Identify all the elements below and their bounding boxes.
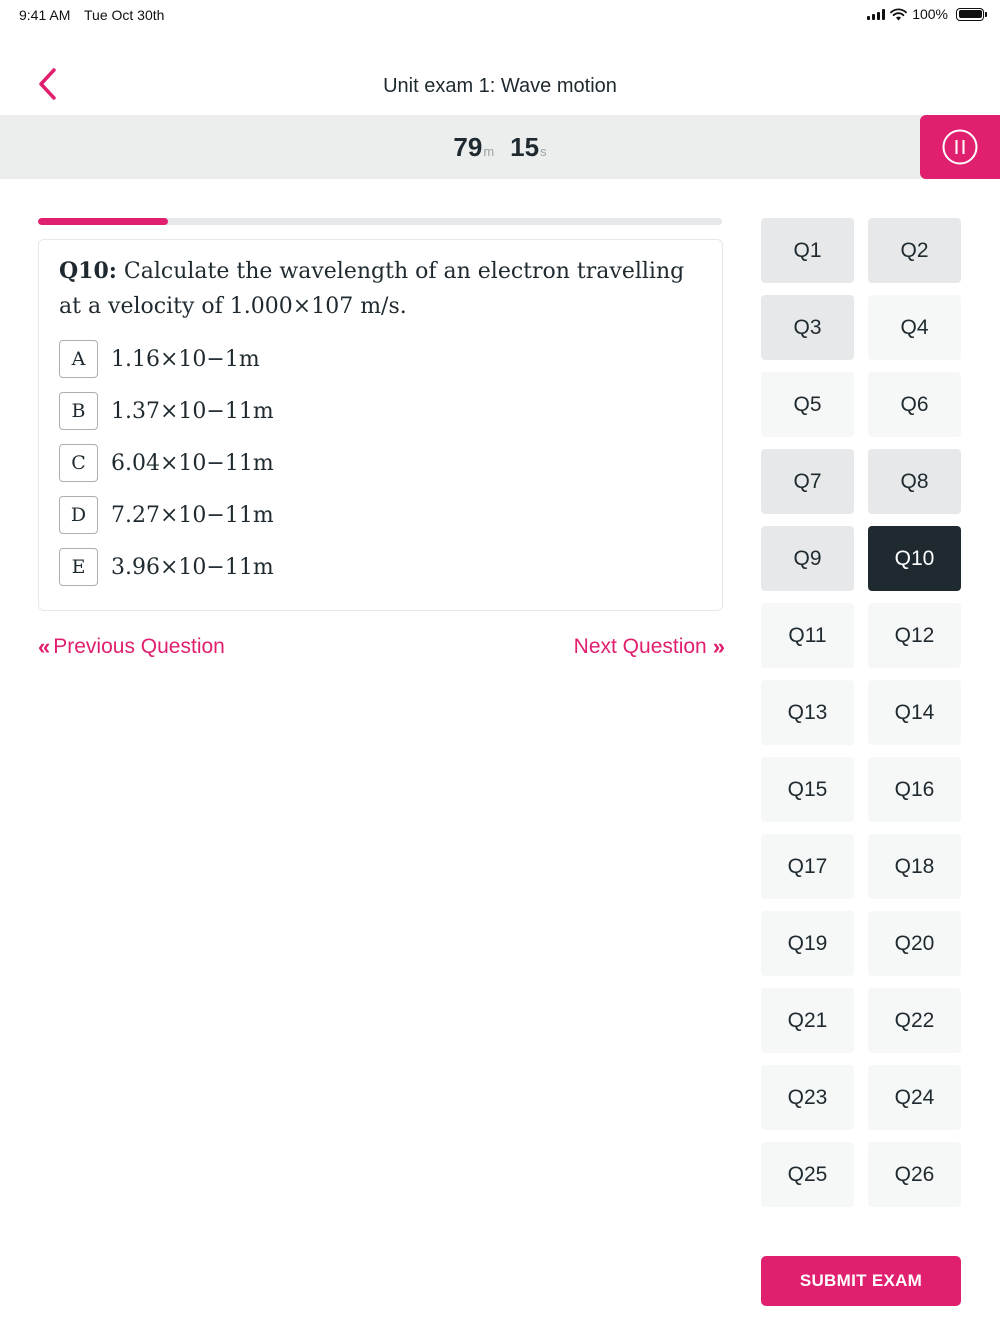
question-navigator-grid bbox=[761, 218, 961, 1207]
double-chevron-left-icon: « bbox=[38, 634, 48, 659]
timer-bar bbox=[0, 115, 1000, 179]
timer-seconds-group bbox=[510, 132, 546, 163]
exam-progress-bar bbox=[38, 218, 722, 225]
question-tile-q15[interactable]: Q15 bbox=[761, 757, 854, 822]
question-tile-q5[interactable]: Q5 bbox=[761, 372, 854, 437]
question-tile-q22[interactable]: Q22 bbox=[868, 988, 961, 1053]
answer-option-b[interactable] bbox=[59, 391, 274, 431]
previous-question-link[interactable] bbox=[38, 634, 225, 660]
submit-exam-button[interactable]: SUBMIT EXAM bbox=[761, 1256, 961, 1306]
battery-icon bbox=[956, 8, 984, 21]
question-text bbox=[59, 254, 699, 324]
countdown-timer bbox=[0, 115, 1000, 179]
answer-option-e[interactable] bbox=[59, 547, 274, 587]
answer-option-a[interactable] bbox=[59, 339, 260, 379]
question-tile-q23[interactable]: Q23 bbox=[761, 1065, 854, 1130]
question-tile-q13[interactable]: Q13 bbox=[761, 680, 854, 745]
question-tile-q6[interactable]: Q6 bbox=[868, 372, 961, 437]
wifi-icon bbox=[890, 8, 907, 21]
timer-minutes-unit: m bbox=[483, 143, 495, 159]
timer-minutes-group bbox=[453, 132, 494, 163]
question-tile-q10[interactable]: Q10 bbox=[868, 526, 961, 591]
timer-minutes: 79 bbox=[453, 131, 483, 162]
question-tile-q16[interactable]: Q16 bbox=[868, 757, 961, 822]
option-letter: D bbox=[59, 496, 98, 534]
question-tile-q12[interactable]: Q12 bbox=[868, 603, 961, 668]
question-card bbox=[38, 239, 723, 611]
option-letter: E bbox=[59, 548, 98, 586]
option-letter: B bbox=[59, 392, 98, 430]
page-title: Unit exam 1: Wave motion bbox=[383, 75, 617, 97]
option-letter: C bbox=[59, 444, 98, 482]
question-tile-q24[interactable]: Q24 bbox=[868, 1065, 961, 1130]
pause-icon bbox=[941, 128, 979, 166]
status-bar bbox=[0, 0, 1000, 30]
option-text: 7.27×10−11m bbox=[111, 502, 274, 528]
option-text: 6.04×10−11m bbox=[111, 450, 274, 476]
battery-percent: 100% bbox=[912, 6, 948, 22]
status-indicators bbox=[867, 6, 984, 22]
option-letter: A bbox=[59, 340, 98, 378]
status-time: 9:41 AM bbox=[19, 7, 71, 23]
question-tile-q9[interactable]: Q9 bbox=[761, 526, 854, 591]
timer-seconds-unit: s bbox=[540, 143, 547, 159]
question-tile-q20[interactable]: Q20 bbox=[868, 911, 961, 976]
question-tile-q8[interactable]: Q8 bbox=[868, 449, 961, 514]
question-tile-q7[interactable]: Q7 bbox=[761, 449, 854, 514]
previous-question-label: Previous Question bbox=[53, 635, 225, 658]
question-tile-q11[interactable]: Q11 bbox=[761, 603, 854, 668]
question-tile-q19[interactable]: Q19 bbox=[761, 911, 854, 976]
question-tile-q18[interactable]: Q18 bbox=[868, 834, 961, 899]
option-text: 1.16×10−1m bbox=[111, 346, 260, 372]
answer-option-c[interactable] bbox=[59, 443, 274, 483]
option-text: 3.96×10−11m bbox=[111, 554, 274, 580]
double-chevron-right-icon: » bbox=[712, 634, 722, 659]
timer-seconds: 15 bbox=[510, 131, 540, 162]
question-tile-q26[interactable]: Q26 bbox=[868, 1142, 961, 1207]
question-tile-q21[interactable]: Q21 bbox=[761, 988, 854, 1053]
next-question-link[interactable] bbox=[574, 634, 722, 660]
question-number: Q10: bbox=[59, 258, 117, 284]
exam-progress-fill bbox=[38, 218, 168, 225]
question-tile-q25[interactable]: Q25 bbox=[761, 1142, 854, 1207]
status-date: Tue Oct 30th bbox=[84, 7, 165, 23]
question-tile-q3[interactable]: Q3 bbox=[761, 295, 854, 360]
option-text: 1.37×10−11m bbox=[111, 398, 274, 424]
question-tile-q14[interactable]: Q14 bbox=[868, 680, 961, 745]
question-tile-q17[interactable]: Q17 bbox=[761, 834, 854, 899]
pause-button[interactable] bbox=[920, 115, 1000, 179]
next-question-label: Next Question bbox=[573, 635, 707, 658]
cellular-signal-icon bbox=[867, 9, 885, 20]
question-body: Calculate the wavelength of an electron travelling at a velocity of 1.000×107 m/s. bbox=[59, 259, 685, 319]
question-tile-q2[interactable]: Q2 bbox=[868, 218, 961, 283]
question-tile-q1[interactable]: Q1 bbox=[761, 218, 854, 283]
question-tile-q4[interactable]: Q4 bbox=[868, 295, 961, 360]
answer-option-d[interactable] bbox=[59, 495, 274, 535]
